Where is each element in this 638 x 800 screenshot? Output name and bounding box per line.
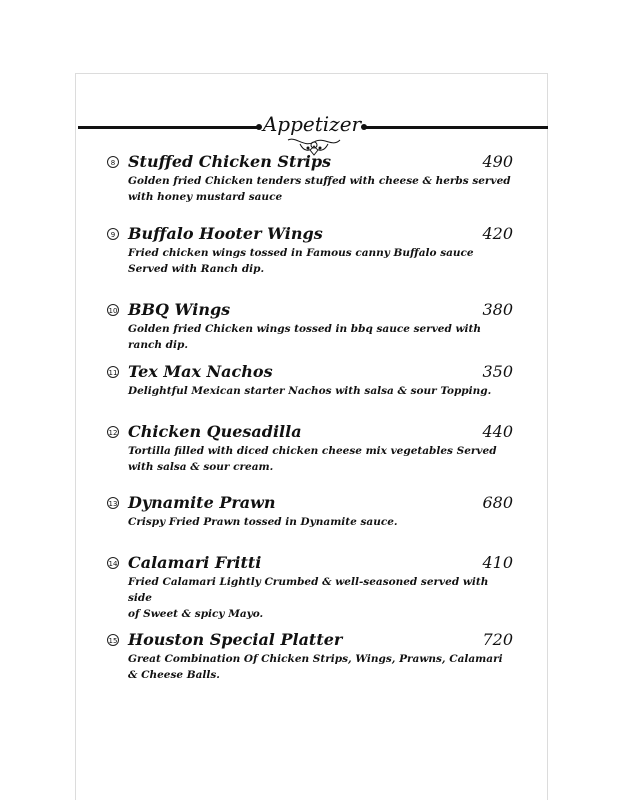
item-number-badge: 14	[107, 557, 119, 569]
item-name: Tex Max Nachos	[128, 362, 273, 381]
item-name: Chicken Quesadilla	[128, 422, 302, 441]
item-description: Fried Calamari Lightly Crumbed & well-seasoned served with side of Sweet & spicy Mayo.	[128, 576, 489, 620]
item-description: Fried chicken wings tossed in Famous canny Buffalo sauce Served with Ranch dip.	[128, 247, 474, 275]
item-name: Houston Special Platter	[128, 630, 343, 649]
item-name: Stuffed Chicken Strips	[128, 152, 332, 171]
item-name: Buffalo Hooter Wings	[128, 224, 323, 243]
item-description: Tortilla filled with diced chicken cheese mix vegetables Served with salsa & sour cream.	[128, 445, 497, 473]
item-price: 680	[482, 493, 513, 512]
item-number-badge: 10	[107, 304, 119, 316]
item-description: Delightful Mexican starter Nachos with salsa & sour Topping.	[128, 385, 492, 397]
section-header	[78, 108, 548, 158]
item-description: Golden fried Chicken tenders stuffed with cheese & herbs served with honey mustard sauce	[128, 175, 511, 203]
item-number-badge: 9	[107, 228, 119, 240]
section-title: Appetizer	[262, 112, 362, 136]
item-price: 350	[482, 362, 513, 381]
item-price: 420	[482, 224, 513, 243]
item-price: 380	[482, 300, 513, 319]
item-description: Golden fried Chicken wings tossed in bbq sauce served with ranch dip.	[128, 323, 481, 351]
rule-dot	[361, 124, 367, 130]
item-price: 720	[482, 630, 513, 649]
item-number-badge: 12	[107, 426, 119, 438]
item-number-badge: 13	[107, 497, 119, 509]
header-rule-left	[78, 126, 258, 129]
item-number-badge: 15	[107, 634, 119, 646]
item-number-badge: 11	[107, 366, 119, 378]
item-description: Great Combination Of Chicken Strips, Wings, Prawns, Calamari & Cheese Balls.	[128, 653, 503, 681]
item-name: BBQ Wings	[128, 300, 231, 319]
item-name: Calamari Fritti	[128, 553, 262, 572]
item-price: 410	[482, 553, 513, 572]
item-name: Dynamite Prawn	[128, 493, 276, 512]
item-price: 490	[482, 152, 513, 171]
item-price: 440	[482, 422, 513, 441]
item-description: Crispy Fried Prawn tossed in Dynamite sauce.	[128, 516, 398, 528]
header-rule-right	[365, 126, 548, 129]
item-number-badge: 8	[107, 156, 119, 168]
